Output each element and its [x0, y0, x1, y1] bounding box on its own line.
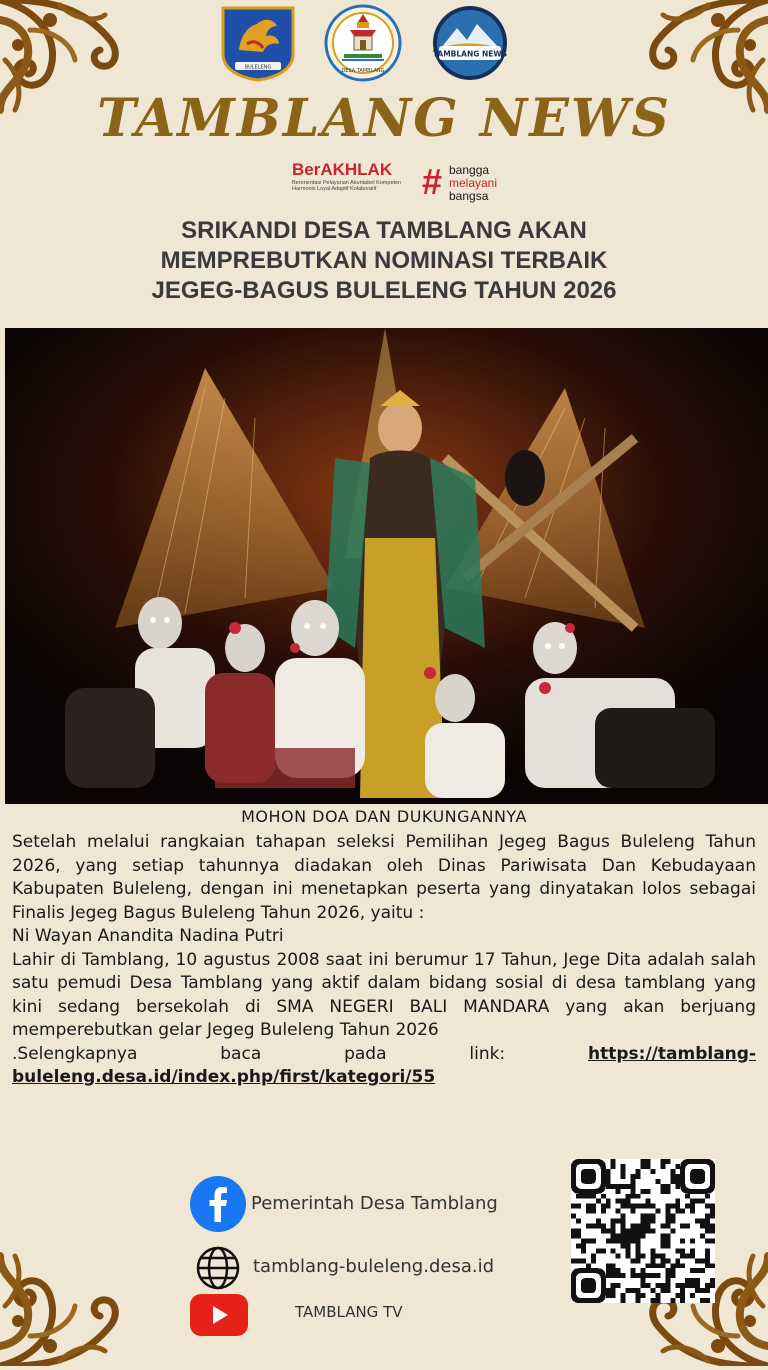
headline-line-2: MEMPREBUTKAN NOMINASI TERBAIK	[160, 247, 608, 274]
article-paragraph-2: Lahir di Tamblang, 10 agustus 2008 saat ini berumur 17 Tahun, Jege Dita adalah salah satu pemudi Desa Tamblang yang aktif dalam bidang sosial di desa tamblang yang kini sedang bersekolah di SMA NEGERI BALI MANDARA yang akan berjuang memperebutkan gelar Jegeg Buleleng Tahun 2026	[12, 949, 756, 1040]
logo-text-news: TAMBLANG NEWS	[432, 49, 508, 59]
berakhlak-word: BerAKHLAK	[292, 160, 393, 179]
globe-icon[interactable]	[195, 1245, 241, 1291]
ornament-bottom-left	[0, 1226, 140, 1366]
desa-tamblang-logo	[324, 4, 402, 82]
youtube-icon[interactable]	[190, 1294, 248, 1336]
headline-line-3: JEGEG-BAGUS BULELENG TAHUN 2026	[151, 277, 617, 304]
stage-performance-photo	[5, 328, 768, 804]
website-label: tamblang-buleleng.desa.id	[253, 1256, 495, 1277]
article-link[interactable]: https://tamblang-buleleng.desa.id/index.php/first/kategori/55	[12, 1043, 756, 1087]
bangga-line-2: melayani	[449, 176, 498, 190]
garuda-emblem-logo	[219, 4, 297, 82]
facebook-label: Pemerintah Desa Tamblang	[251, 1193, 498, 1214]
youtube-label: TAMBLANG TV	[295, 1303, 403, 1321]
berakhlak-tagline-1: Berorientasi Pelayanan Akuntabel Kompeten	[292, 180, 402, 186]
headline	[60, 216, 708, 306]
article-paragraph-1: Setelah melalui rangkaian tahapan seleksi Pemilihan Jegeg Bagus Buleleng Tahun 2026, yang setiap tahunnya diadakan oleh Dinas Pariwisata Dan Kebudayaan Kabupaten Buleleng, dengan ini menetapkan peserta yang dinyatakan lolos sebagai Finalis Jegeg Bagus Buleleng Tahun 2026, yaitu :	[12, 832, 756, 923]
bangga-line-1: bangga	[449, 163, 490, 177]
logo-text-desa: DESA TAMBLANG	[341, 68, 385, 74]
article-link-line	[12, 1043, 756, 1090]
berakhlak-badge	[292, 160, 417, 210]
berakhlak-tagline-2: Harmonis Loyal Adaptif Kolaboratif	[292, 186, 377, 192]
link-prefix: .Selengkapnya baca pada link:	[12, 1043, 506, 1064]
qr-code[interactable]	[571, 1159, 715, 1303]
finalist-name: Ni Wayan Anandita Nadina Putri	[12, 926, 284, 946]
bangga-melayani-badge	[422, 163, 522, 205]
logo-bar	[0, 0, 768, 88]
headline-line-1: SRIKANDI DESA TAMBLANG AKAN	[181, 217, 587, 244]
page-title: TAMBLANG NEWS	[97, 88, 671, 149]
bangga-hash: #	[422, 161, 443, 202]
facebook-icon[interactable]	[190, 1176, 246, 1232]
bangga-line-3: bangsa	[449, 189, 489, 203]
logo-text-buleleng: BULELENG	[244, 64, 272, 71]
article-body	[12, 831, 756, 1090]
section-title: MOHON DOA DAN DUKUNGANNYA	[241, 807, 527, 826]
tamblang-news-logo	[431, 4, 509, 82]
